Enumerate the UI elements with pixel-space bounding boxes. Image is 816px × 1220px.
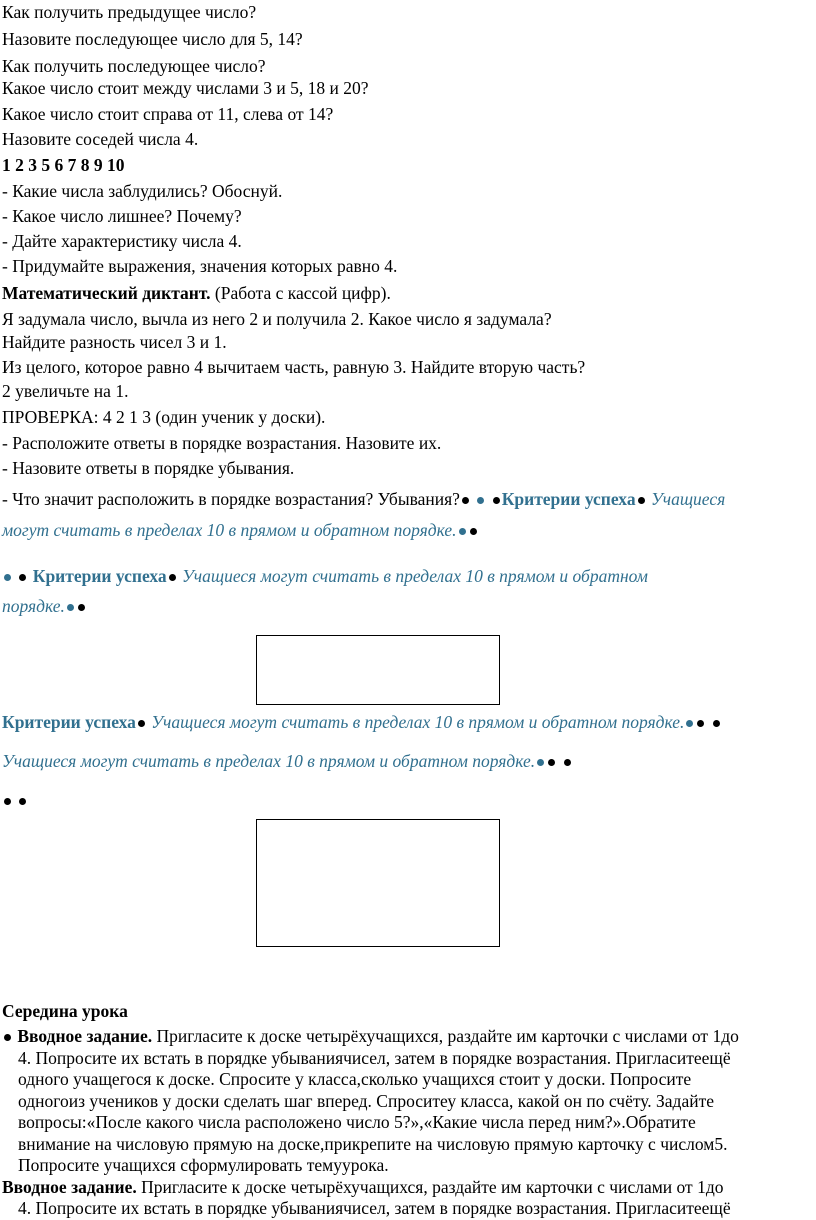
bullet-icon: [686, 720, 693, 727]
intro-line: внимание на числовую прямую на доске,прикрепите на числовую прямую карточку с числом5.: [18, 1133, 728, 1154]
bullet-icon: [548, 759, 555, 766]
intro-paragraph: [0, 1026, 812, 1220]
question-line: - Какие числа заблудились? Обоснуй.: [2, 181, 283, 201]
criteria-text: могут считать в пределах 10 в прямом и обратном порядке.: [2, 520, 457, 540]
bullet-icon: [169, 574, 176, 581]
dictation-heading: [2, 283, 391, 303]
dictation-line: - Назовите ответы в порядке убывания.: [2, 458, 295, 478]
dictation-note: (Работа с кассой цифр).: [210, 283, 391, 303]
dictation-title: Математический диктант.: [2, 283, 211, 303]
bullet-icon: [67, 604, 74, 611]
criteria-line: [2, 712, 722, 732]
intro2-title: Вводное задание.: [2, 1176, 137, 1197]
dictation-line: 2 увеличьте на 1.: [2, 381, 129, 401]
bullet-icon: [638, 497, 645, 504]
criteria-text: Учащиеся могут считать в пределах 10 в прямом и обратном: [182, 566, 648, 586]
dictation-line: Я задумала число, вычла из него 2 и получила 2. Какое число я задумала?: [2, 309, 552, 329]
intro-line: 4. Попросите их встать в порядке убываниячисел, затем в порядке возрастания. Пригласитеещё: [18, 1047, 731, 1068]
dictation-line: ПРОВЕРКА: 4 2 1 3 (один ученик у доски).: [2, 407, 326, 427]
image-placeholder: [256, 819, 500, 947]
criteria-label: Критерии успеха: [501, 489, 636, 509]
order-question: - Что значит расположить в порядке возрастания? Убывания?: [2, 489, 460, 509]
section-title: Середина урока: [2, 1001, 128, 1021]
criteria-line: [2, 520, 479, 540]
criteria-line: [2, 596, 87, 616]
bullet-icon: [713, 720, 720, 727]
bullet-icon: [4, 1034, 11, 1041]
intro-line: одного учащегося к доске. Спросите у класса,сколько учащихся стоит у доски. Попросите: [18, 1069, 692, 1089]
bullet-icon: [470, 528, 477, 535]
question-line: - Дайте характеристику числа 4.: [2, 231, 242, 251]
criteria-label: Критерии успеха: [32, 566, 167, 586]
bullet-icon: [4, 798, 11, 805]
text-line: Какое число стоит между числами 3 и 5, 18 и 20?: [2, 78, 369, 98]
bullet-icon: [477, 497, 484, 504]
bullet-icon: [459, 528, 466, 535]
image-placeholder: [256, 635, 500, 705]
intro2-first-line: [0, 1177, 812, 1199]
bullet-icon: [19, 574, 26, 581]
criteria-line: [2, 566, 648, 586]
criteria-text: Учащиеся могут считать в пределах 10 в прямом и обратном порядке.: [2, 751, 536, 771]
intro-line: одногоиз учеников у доски сделать шаг вперед. Спроситеу класса, какой он по счёту. Задайте: [18, 1090, 715, 1111]
intro-line: Попросите учащихся сформулировать темуурока.: [18, 1155, 389, 1175]
bullet-icon: [564, 759, 571, 766]
bullet-icon: [19, 798, 26, 805]
bullet-icon: [462, 497, 469, 504]
dictation-line: - Расположите ответы в порядке возрастания. Назовите их.: [2, 433, 442, 453]
intro-line: вопросы:«После какого числа расположено число 5?»,«Какие числа перед ним?».Обратите: [18, 1112, 696, 1132]
criteria-label: Критерии успеха: [2, 712, 136, 732]
number-row: 1 2 3 5 6 7 8 9 10: [2, 155, 125, 175]
text-line: Назовите соседей числа 4.: [2, 129, 199, 149]
bullet-icon: [493, 497, 500, 504]
intro2-text: Пригласите к доске четырёхучащихся, раздайте им карточки с числами от 1до: [136, 1176, 724, 1197]
text-line: Назовите последующее число для 5, 14?: [2, 29, 303, 49]
dictation-line: Из целого, которое равно 4 вычитаем часть, равную 3. Найдите вторую часть?: [2, 357, 586, 377]
intro-title: Вводное задание.: [17, 1026, 153, 1046]
question-line: - Какое число лишнее? Почему?: [2, 206, 242, 226]
text-line: Как получить предыдущее число?: [2, 2, 257, 22]
intro-first-line: [0, 1026, 812, 1048]
bullet-icon: [78, 604, 85, 611]
criteria-text: Учащиеся могут считать в пределах 10 в прямом и обратном порядке.: [151, 712, 685, 732]
dictation-line: Найдите разность чисел 3 и 1.: [2, 332, 227, 352]
text-line: Как получить последующее число?: [2, 56, 266, 76]
criteria-text: порядке.: [2, 596, 65, 616]
question-line: - Придумайте выражения, значения которых равно 4.: [2, 256, 398, 276]
bullet-icon: [138, 720, 145, 727]
criteria-text: Учащиеся: [650, 489, 726, 509]
bullet-row: [2, 790, 28, 810]
bullet-icon: [537, 759, 544, 766]
criteria-line: [2, 751, 573, 771]
text-line: Какое число стоит справа от 11, слева от 14?: [2, 104, 334, 124]
intro-text: Пригласите к доске четырёхучащихся, раздайте им карточки с числами от 1до: [152, 1026, 739, 1046]
order-question-line: [2, 489, 725, 509]
intro2-line: 4. Попросите их встать в порядке убываниячисел, затем в порядке возрастания. Пригласитеещё: [18, 1198, 731, 1218]
bullet-icon: [697, 720, 704, 727]
bullet-icon: [4, 574, 11, 581]
